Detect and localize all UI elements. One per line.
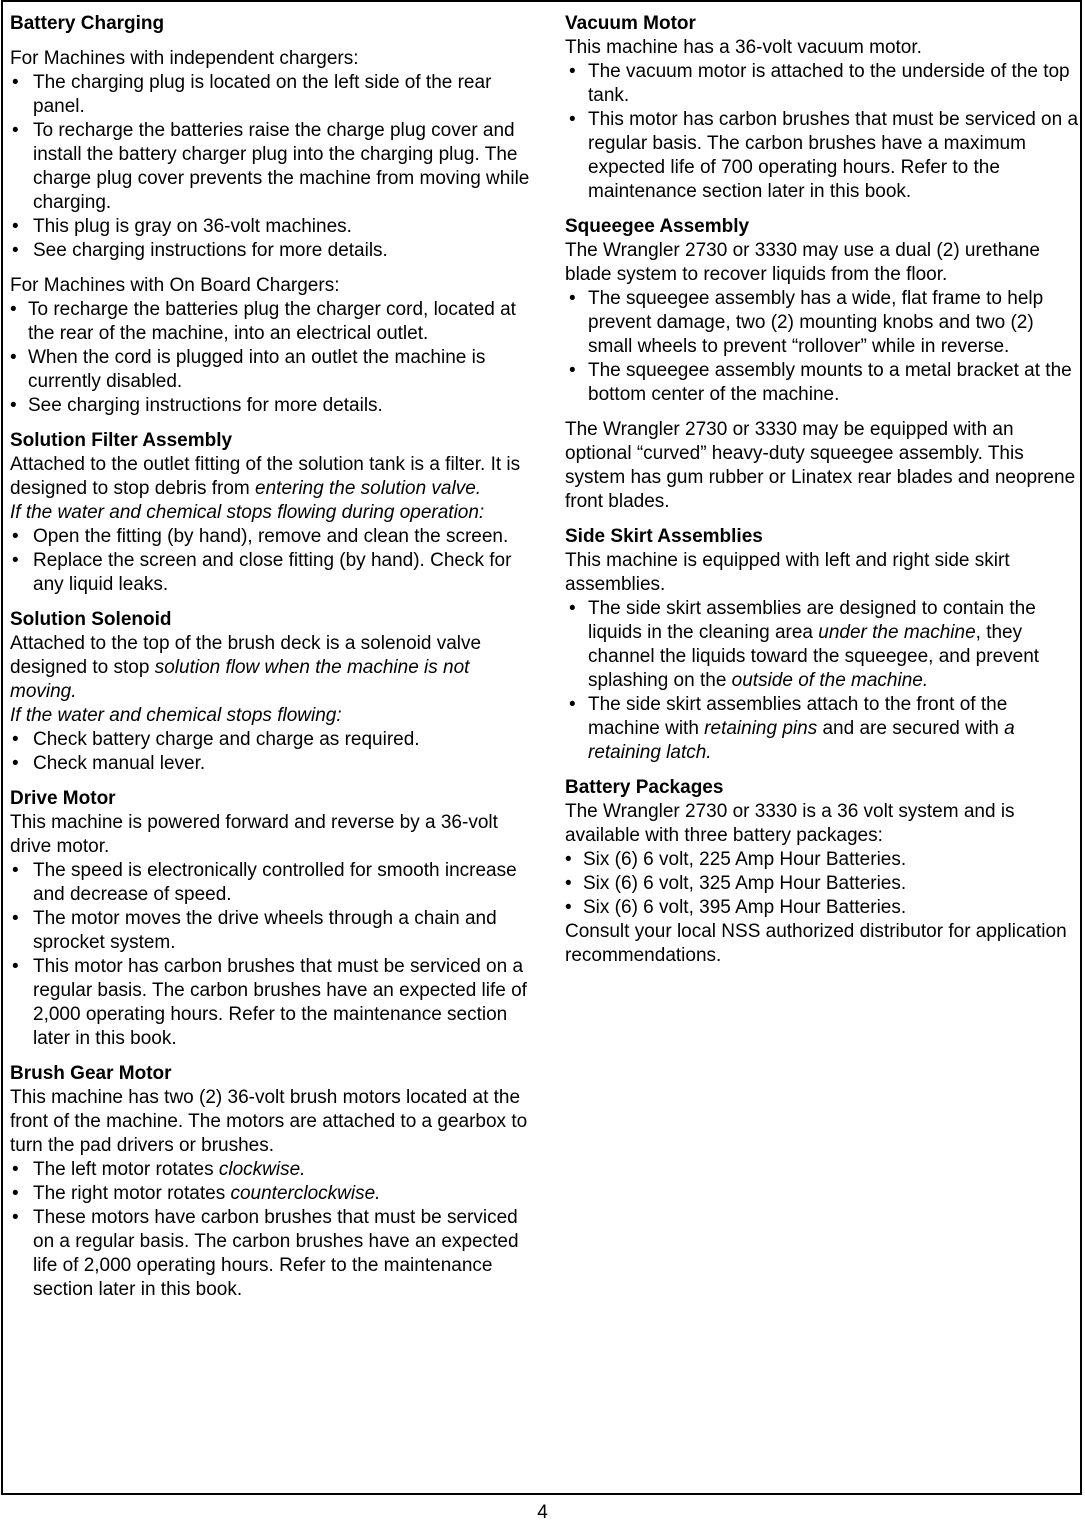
independent-chargers-list: [10, 71, 535, 263]
list-item: [565, 597, 1080, 693]
list-item: • Replace the screen and close fitting (by hand). Check for any liquid leaks.: [10, 549, 535, 597]
squeegee-body: The Wrangler 2730 or 3330 may use a dual (2) urethane blade system to recover liquids from the floor.: [565, 240, 1040, 285]
vacuum-motor-body: This machine has a 36-volt vacuum motor.: [565, 37, 922, 58]
solution-solenoid-list: [10, 728, 535, 776]
brush-gear-motor-heading: Brush Gear Motor: [10, 1063, 172, 1084]
battery-charging-heading: Battery Charging: [10, 13, 165, 34]
onboard-chargers-list: [10, 298, 535, 418]
battery-packages-heading: Battery Packages: [565, 777, 724, 798]
squeegee-heading: Squeegee Assembly: [565, 216, 750, 237]
list-item: • The squeegee assembly has a wide, flat frame to help prevent damage, two (2) mounting knobs and two (2) small wheels to prevent “rollover” while in reverse.: [565, 287, 1080, 359]
drive-motor-body: This machine is powered forward and reverse by a 36-volt drive motor.: [10, 812, 498, 857]
item-italic: retaining pins: [704, 718, 818, 739]
right-column: [565, 12, 1080, 968]
item-text: The side skirt assemblies are designed to contain the liquids in the cleaning area: [588, 598, 1036, 643]
list-item: • Six (6) 6 volt, 395 Amp Hour Batteries.: [565, 896, 1080, 920]
list-item: • The motor moves the drive wheels through a chain and sprocket system.: [10, 907, 535, 955]
battery-charging-section: [10, 12, 535, 418]
solution-filter-section: [10, 429, 535, 597]
item-text: , they channel the liquids toward the squeegee, and prevent splashing on the: [588, 622, 1040, 691]
list-item: [10, 1158, 535, 1182]
vacuum-motor-list: [565, 60, 1080, 204]
solution-filter-list: [10, 525, 535, 597]
item-italic: clockwise.: [218, 1159, 306, 1180]
list-item: • To recharge the batteries raise the charge plug cover and install the battery charger plug into the charging plug. The charge plug cover prevents the machine from moving while charging.: [10, 119, 535, 215]
drive-motor-list: [10, 859, 535, 1051]
solution-solenoid-section: [10, 608, 535, 776]
list-item: • Check manual lever.: [10, 752, 535, 776]
item-italic: outside of the machine.: [731, 670, 929, 691]
list-item: • This plug is gray on 36-volt machines.: [10, 215, 535, 239]
list-item: • Open the fitting (by hand), remove and clean the screen.: [10, 525, 535, 549]
drive-motor-section: [10, 787, 535, 1051]
list-item: • Check battery charge and charge as required.: [10, 728, 535, 752]
brush-gear-motor-list: [10, 1158, 535, 1302]
solution-solenoid-heading: Solution Solenoid: [10, 609, 172, 630]
body-italic: solution flow when the machine is not moving.: [10, 657, 470, 702]
side-skirt-section: [565, 525, 1080, 765]
condition-text: If the water and chemical stops flowing:: [10, 705, 342, 726]
condition-text: If the water and chemical stops flowing during operation:: [10, 502, 485, 523]
list-item: [565, 693, 1080, 765]
list-item: • See charging instructions for more details.: [10, 394, 535, 418]
brush-gear-motor-section: [10, 1062, 535, 1302]
body-italic: entering the solution valve.: [255, 478, 482, 499]
body-text: Attached to the top of the brush deck is a solenoid valve designed to stop: [10, 633, 482, 678]
solution-filter-heading: Solution Filter Assembly: [10, 430, 233, 451]
list-item: • See charging instructions for more details.: [10, 239, 535, 263]
battery-packages-body: The Wrangler 2730 or 3330 is a 36 volt system and is available with three battery packages:: [565, 801, 1015, 846]
squeegee-section: [565, 215, 1080, 514]
vacuum-motor-section: [565, 12, 1080, 204]
battery-packages-list: [565, 848, 1080, 920]
list-item: • These motors have carbon brushes that must be serviced on a regular basis. The carbon brushes have an expected life of 2,000 operating hours. Refer to the maintenance section later in this book.: [10, 1206, 535, 1302]
list-item: • This motor has carbon brushes that must be serviced on a regular basis. The carbon brushes have a maximum expected life of 700 operating hours. Refer to the maintenance section later in this book.: [565, 108, 1080, 204]
brush-gear-motor-body: This machine has two (2) 36-volt brush motors located at the front of the machine. The motors are attached to a gearbox to turn the pad drivers or brushes.: [10, 1087, 528, 1156]
list-item: • The squeegee assembly mounts to a metal bracket at the bottom center of the machine.: [565, 359, 1080, 407]
side-skirt-body: This machine is equipped with left and right side skirt assemblies.: [565, 550, 1010, 595]
solution-solenoid-condition: [10, 704, 535, 728]
onboard-chargers-label: For Machines with On Board Chargers:: [10, 275, 340, 296]
independent-chargers-label: For Machines with independent chargers:: [10, 48, 359, 69]
solution-solenoid-body: [10, 632, 535, 704]
list-item: • To recharge the batteries plug the charger cord, located at the rear of the machine, into an electrical outlet.: [10, 298, 535, 346]
solution-filter-body: [10, 453, 535, 501]
squeegee-optional: The Wrangler 2730 or 3330 may be equipped with an optional “curved” heavy-duty squeegee assembly. This system has gum rubber or Linatex rear blades and neoprene front blades.: [565, 419, 1076, 512]
item-text: The left motor rotates: [33, 1159, 219, 1180]
squeegee-list: [565, 287, 1080, 407]
page-number: 4: [537, 1502, 548, 1523]
item-text: and are secured with: [817, 718, 1005, 739]
drive-motor-heading: Drive Motor: [10, 788, 116, 809]
list-item: [10, 1182, 535, 1206]
battery-packages-section: [565, 776, 1080, 968]
vacuum-motor-heading: Vacuum Motor: [565, 13, 696, 34]
item-text: The side skirt assemblies attach to the front of the machine with: [588, 694, 1008, 739]
side-skirt-list: [565, 597, 1080, 765]
item-italic: a retaining latch.: [588, 718, 1015, 763]
list-item: • When the cord is plugged into an outlet the machine is currently disabled.: [10, 346, 535, 394]
item-text: The right motor rotates: [33, 1183, 231, 1204]
list-item: • The charging plug is located on the left side of the rear panel.: [10, 71, 535, 119]
list-item: • Six (6) 6 volt, 325 Amp Hour Batteries.: [565, 872, 1080, 896]
battery-packages-footer: Consult your local NSS authorized distributor for application recommendations.: [565, 921, 1067, 966]
body-text: Attached to the outlet fitting of the solution tank is a filter. It is designed to stop debris from: [10, 454, 521, 499]
list-item: • This motor has carbon brushes that must be serviced on a regular basis. The carbon brushes have an expected life of 2,000 operating hours. Refer to the maintenance section later in this book.: [10, 955, 535, 1051]
list-item: • The speed is electronically controlled for smooth increase and decrease of speed.: [10, 859, 535, 907]
item-italic: under the machine: [818, 622, 976, 643]
side-skirt-heading: Side Skirt Assemblies: [565, 526, 763, 547]
list-item: • The vacuum motor is attached to the underside of the top tank.: [565, 60, 1080, 108]
solution-filter-condition: [10, 501, 535, 525]
left-column: [10, 12, 535, 1302]
list-item: • Six (6) 6 volt, 225 Amp Hour Batteries.: [565, 848, 1080, 872]
item-italic: counterclockwise.: [230, 1183, 381, 1204]
